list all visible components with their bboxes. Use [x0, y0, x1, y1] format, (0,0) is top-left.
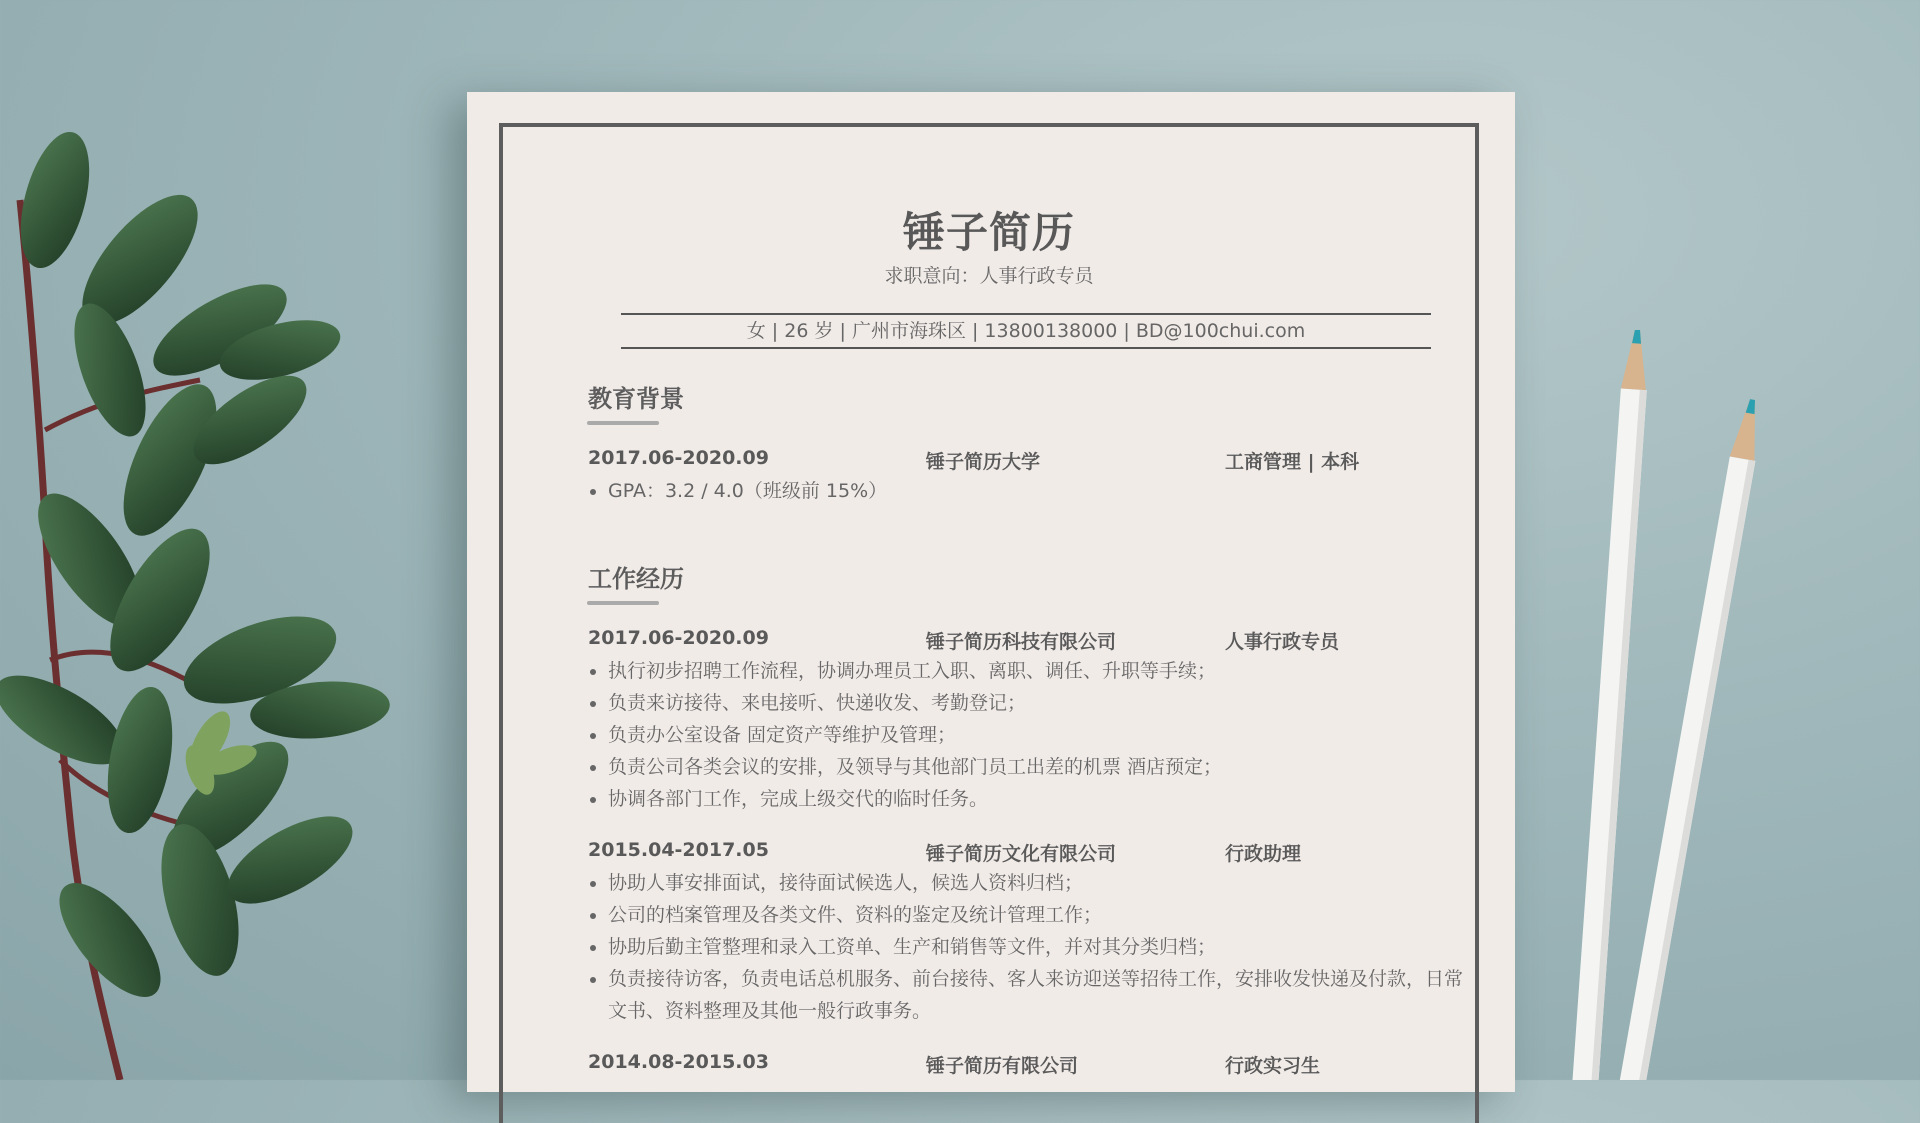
work-entry: [588, 1051, 1448, 1081]
job-intent: 求职意向：人事行政专员: [884, 265, 1094, 287]
entry-date: 2014.08-2015.03: [588, 1051, 769, 1073]
entry-school: 锤子简历大学: [926, 451, 1041, 473]
entry-major: 工商管理 | 本科: [1225, 451, 1360, 473]
entry-role: 行政实习生: [1225, 1055, 1321, 1077]
entry-date: 2017.06-2020.09: [588, 447, 769, 469]
work-bullets: [588, 867, 1468, 1027]
list-item: 公司的档案管理及各类文件、资料的鉴定及统计管理工作；: [588, 899, 1468, 931]
education-entry: [588, 447, 1448, 477]
section-underline: [587, 421, 659, 425]
list-item: 负责接待访客，负责电话总机服务、前台接待、客人来访迎送等招待工作，安排收发快递及付款，日常文书、资料整理及其他一般行政事务。: [588, 963, 1468, 1027]
entry-role: 人事行政专员: [1225, 631, 1340, 653]
list-item: 负责公司各类会议的安排，及领导与其他部门员工出差的机票 酒店预定；: [588, 751, 1468, 783]
list-item: 执行初步招聘工作流程，协调办理员工入职、离职、调任、升职等手续；: [588, 655, 1468, 687]
entry-company: 锤子简历有限公司: [926, 1055, 1079, 1077]
plant-decoration-icon: [0, 100, 440, 1080]
entry-date: 2015.04-2017.05: [588, 839, 769, 861]
resume-name: 锤子简历: [902, 208, 1075, 257]
education-bullets: [588, 475, 1468, 507]
section-title-education: 教育背景: [588, 385, 684, 413]
contact-info: 女 | 26 岁 | 广州市海珠区 | 13800138000 | BD@100chui.com: [621, 313, 1431, 349]
list-item: 协助人事安排面试，接待面试候选人，候选人资料归档；: [588, 867, 1468, 899]
entry-company: 锤子简历科技有限公司: [926, 631, 1117, 653]
list-item: 协调各部门工作，完成上级交代的临时任务。: [588, 783, 1468, 815]
list-item: GPA：3.2 / 4.0（班级前 15%）: [588, 475, 1468, 507]
work-entry: [588, 839, 1448, 869]
entry-date: 2017.06-2020.09: [588, 627, 769, 649]
work-bullets: [588, 655, 1468, 815]
section-title-work: 工作经历: [588, 565, 684, 593]
entry-role: 行政助理: [1225, 843, 1302, 865]
entry-company: 锤子简历文化有限公司: [926, 843, 1117, 865]
pencils-decoration-icon: [1540, 330, 1790, 1080]
list-item: 负责办公室设备 固定资产等维护及管理；: [588, 719, 1468, 751]
resume-frame: [499, 123, 1479, 1123]
resume-paper: [467, 92, 1515, 1092]
section-underline: [587, 601, 659, 605]
list-item: 负责来访接待、来电接听、快递收发、考勤登记；: [588, 687, 1468, 719]
work-entry: [588, 627, 1448, 657]
list-item: 协助后勤主管整理和录入工资单、生产和销售等文件，并对其分类归档；: [588, 931, 1468, 963]
